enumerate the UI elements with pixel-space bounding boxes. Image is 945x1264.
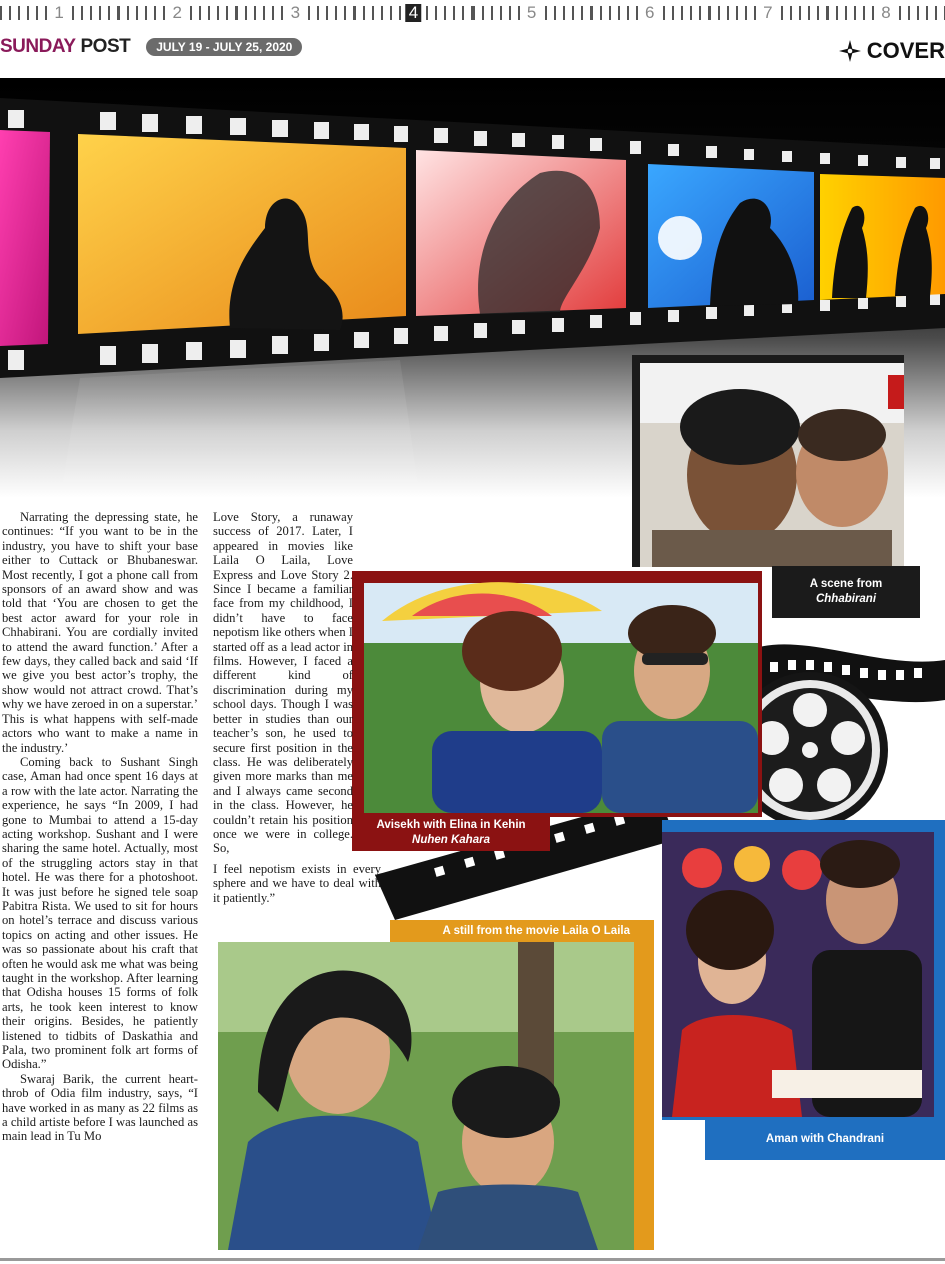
bottom-rule — [0, 1258, 945, 1261]
masthead — [0, 36, 302, 58]
page-number: 2 — [169, 4, 184, 22]
photo-chhabirani — [632, 355, 904, 567]
current-page-number: 4 — [406, 4, 421, 22]
caption-chhabirani-line2: Chhabirani — [815, 593, 877, 605]
photo-chhabirani-illustration — [632, 355, 904, 567]
photo-aman-chandrani — [662, 820, 945, 1120]
section-label — [839, 38, 945, 64]
ruler-segment — [709, 0, 827, 24]
masthead-title-sunday: SUNDAY — [0, 36, 76, 57]
article-paragraph: Swaraj Barik, the current heart-throb of Odia film industry, says, “I have worked in as many as 22 films as a child artiste before I was launched as main lead in Tu Mo — [2, 1071, 198, 1144]
ruler-segment — [473, 0, 591, 24]
issue-date-badge: JULY 19 - JULY 25, 2020 — [146, 38, 302, 56]
article-column-1 — [2, 510, 198, 1144]
ruler-segment — [118, 0, 236, 24]
ruler-segment — [591, 0, 709, 24]
caption-laila-text: A still from the movie Laila O Laila — [442, 924, 630, 937]
photo-kehin-nuhen-kahara — [352, 571, 762, 817]
ruler-segment — [827, 0, 945, 24]
page-number: 8 — [878, 4, 893, 22]
ruler-segment — [0, 0, 118, 24]
article-column-2 — [213, 510, 353, 856]
section-name: COVER — [866, 38, 945, 63]
caption-laila-o-laila — [390, 920, 654, 942]
page-number: 6 — [642, 4, 657, 22]
page-ruler — [0, 0, 945, 30]
caption-chhabirani — [772, 566, 920, 618]
caption-chandrani-text: Aman with Chandrani — [765, 1132, 885, 1145]
caption-aman-chandrani — [705, 1118, 945, 1160]
compass-star-icon — [839, 40, 861, 62]
article-paragraph: Coming back to Sushant Singh case, Aman had once spent 16 days at a row with the late actor. Narrating the experience, he says “In 2009, I had gone to Mumbai to attend a 15-day acting workshop. Sushant and I were sharing the same hotel. Actually, most of the struggling actors stay in that hotel. He was there for a photoshoot. It was just before he signed tele soap Pabitra Rista. We used to sit for hours on hotel’s terrace and discuss various topics on acting and other issues. He was so passionate about his craft that often he would ask me what was being taught in the workshop. After learning that Odisha houses 15 forms of folk arts, he took keen interest to know their origins. Besides, he patiently listened to tidbits of Daskathia and Pala, two prominent folk art forms of Odisha.” — [2, 754, 198, 1072]
page-number: 3 — [288, 4, 303, 22]
caption-kehin-nuhen-kahara — [352, 815, 550, 851]
article-paragraph: I feel nepotism exists in every sphere and we have to deal with it patiently.” — [213, 862, 381, 905]
page-number: 1 — [51, 4, 66, 22]
caption-kehin-line2: Nuhen Kahara — [412, 834, 490, 846]
page-number: 7 — [760, 4, 775, 22]
photo-kehin-illustration — [352, 571, 762, 817]
photo-laila-o-laila — [218, 942, 654, 1250]
caption-chhabirani-line1: A scene from — [809, 578, 883, 590]
photo-chandrani-illustration — [662, 820, 945, 1120]
masthead-title-post: POST — [80, 36, 131, 57]
article-paragraph: Love Story, a runaway success of 2017. Later, I appeared in movies like Laila O Laila, Love Express and Love Story 2. Since I became a familiar face from my childhood, I didn’t have to face nepotism like others when I started off as a lead actor in films. However, I faced a different kind of discrimination during my school days. Though I was better in studies than our teacher’s son, he used to secure first position in the class. He was deliberately given more marks than me and I always came second in the class. However, he couldn’t retain his position once we were in college. So, — [213, 510, 353, 856]
caption-kehin-line1: Avisekh with Elina in Kehin — [376, 819, 526, 831]
article-paragraph: Narrating the depressing state, he continues: “If you want to be in the industry, you have to shift your base either to Cuttack or Bhubaneswar. Most recently, I got a phone call from sponsors of an award show and was told that ‘You are chosen to get the best actor award for your role in Chhabirani. You are cordially invited to attend the award function.’ After a few days, they called back and said ‘If we give you best actor’s trophy, the show would not attract crowd. That’s why we have zeroed in on a superstar.’ This is what happens with self-made actors who want to make a name in the industry.’ — [2, 510, 198, 755]
page-number: 5 — [524, 4, 539, 22]
photo-laila-illustration — [218, 942, 654, 1250]
article-column-2-continued — [213, 862, 381, 905]
ruler-segment — [236, 0, 354, 24]
ruler-segment — [354, 0, 472, 24]
